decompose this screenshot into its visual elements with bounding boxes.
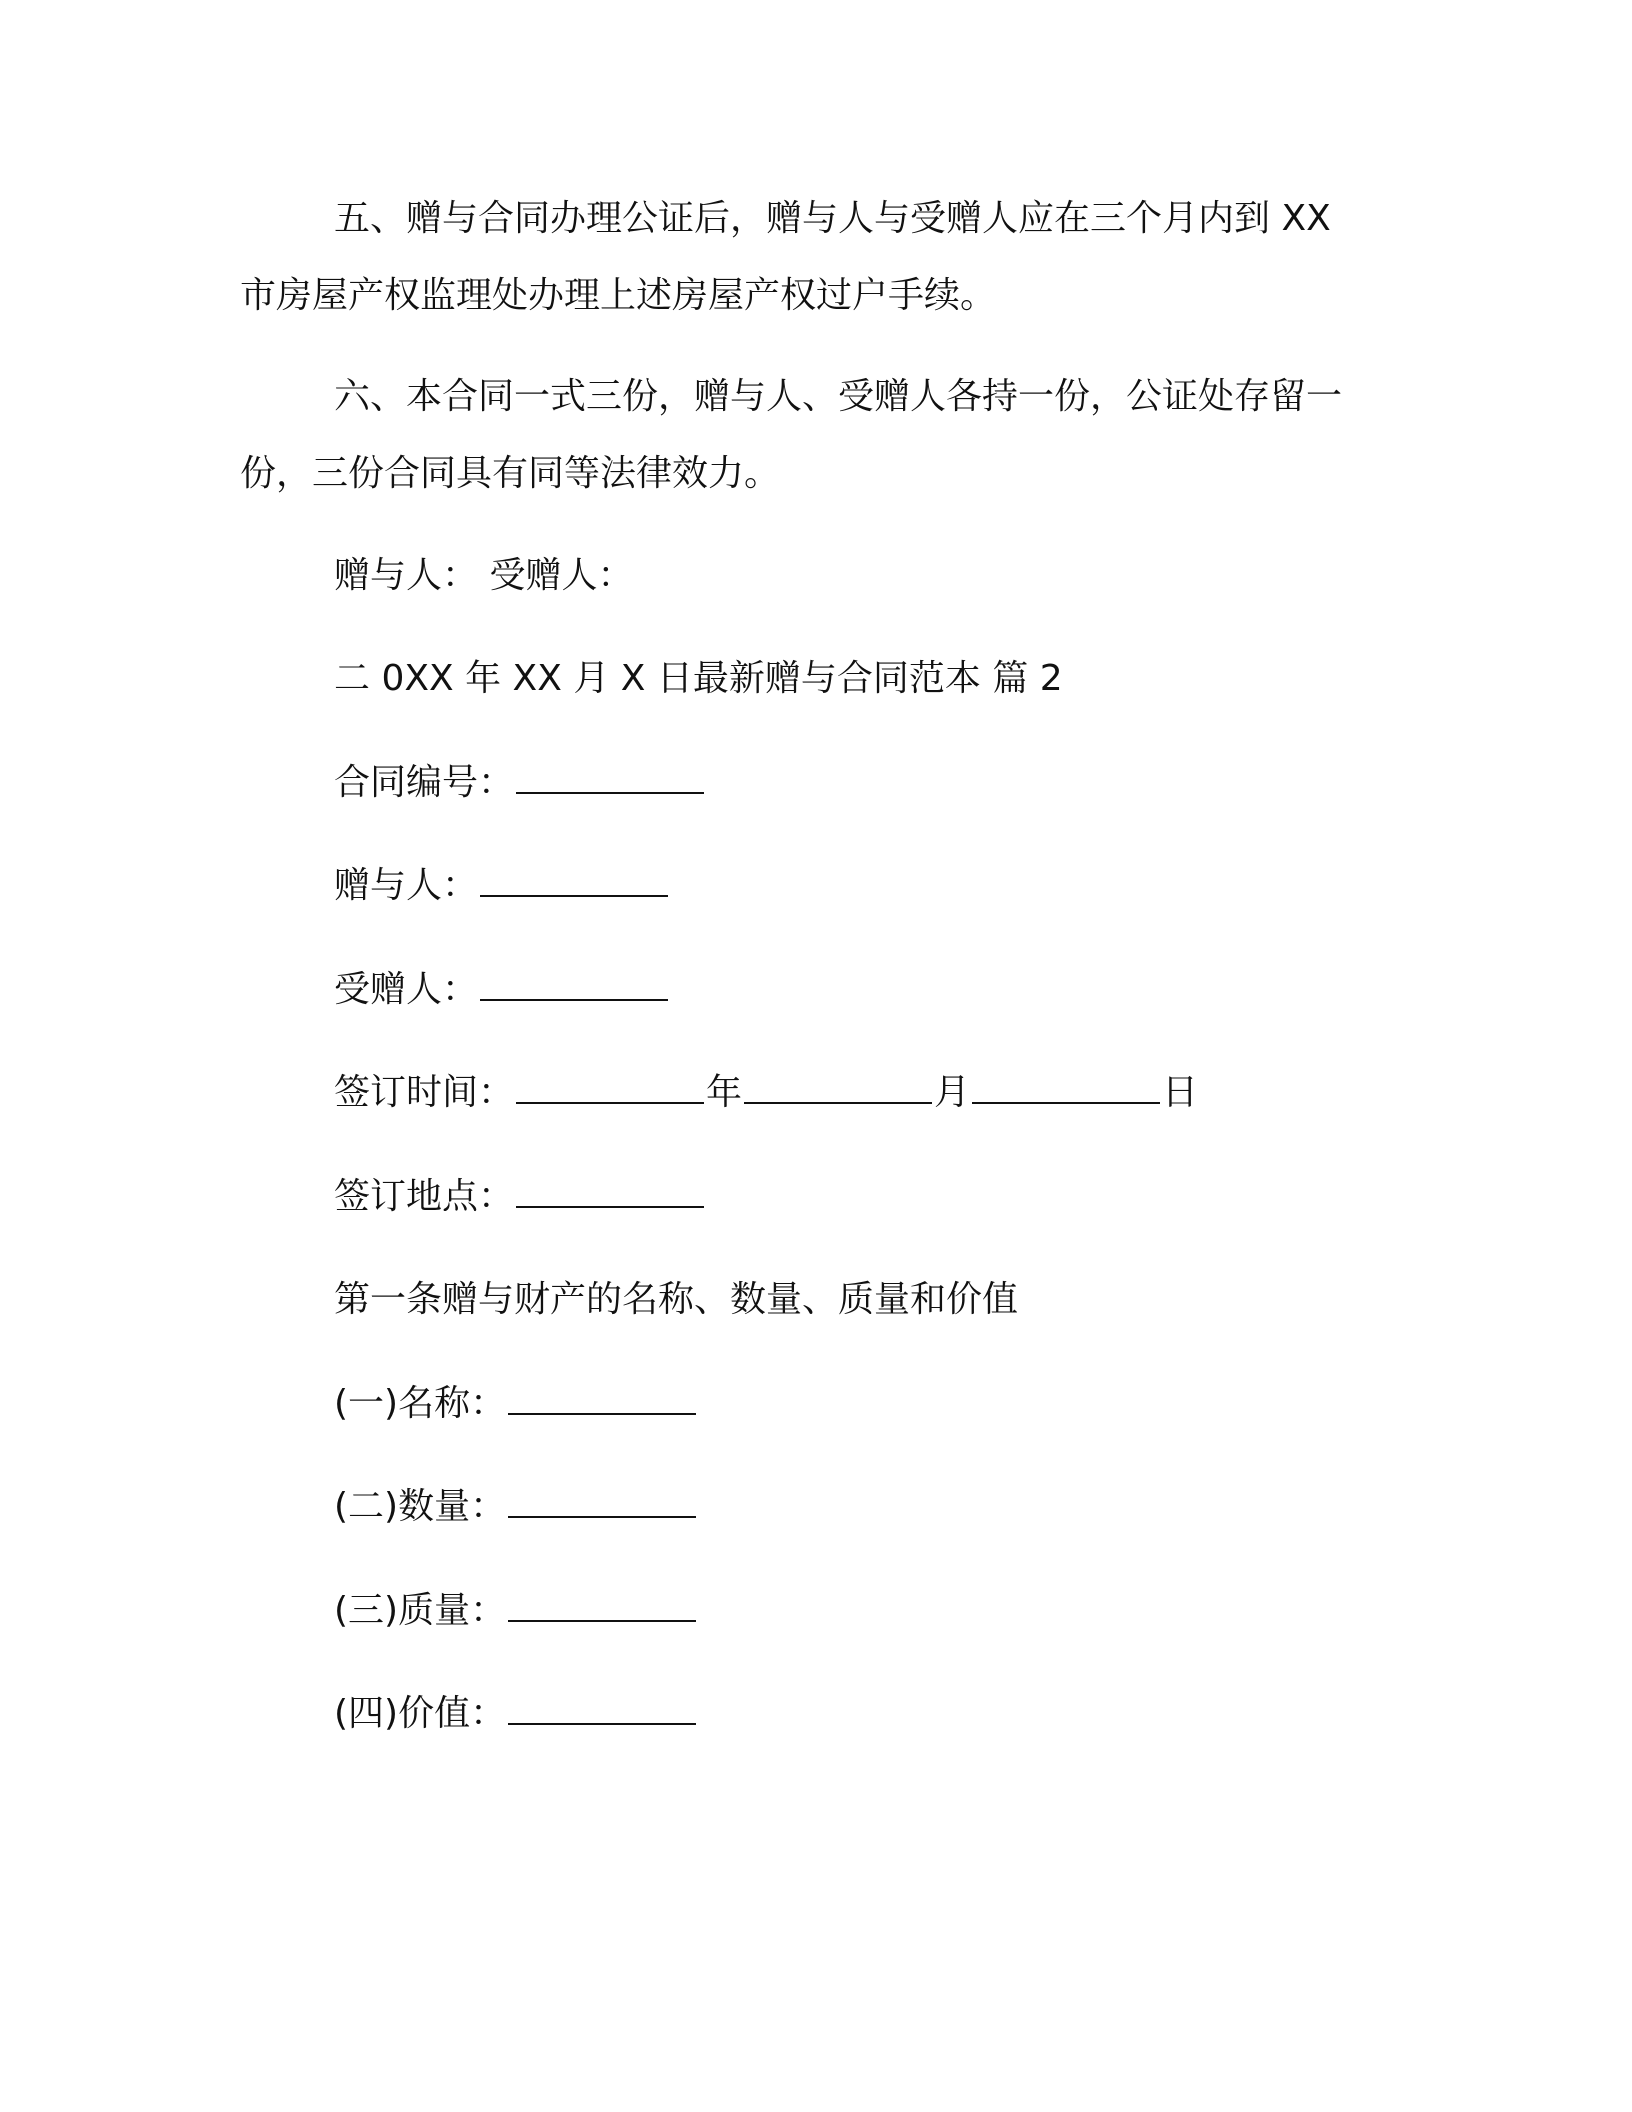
contract-number-label: 合同编号：: [334, 762, 515, 803]
sign-time-row: [334, 1071, 1198, 1115]
item-name-row: [334, 1382, 698, 1426]
item-quality-row: [334, 1589, 698, 1633]
item-name-label: (一)名称：: [334, 1383, 507, 1424]
paragraph-5-line-1: 五、赠与合同办理公证后，赠与人与受赠人应在三个月内到 XX: [334, 198, 1331, 239]
donee-row: [334, 968, 670, 1012]
item-quantity-label: (二)数量：: [334, 1486, 507, 1527]
item-value-row: [334, 1692, 698, 1736]
signature-line: 赠与人： 受赠人：: [334, 555, 634, 596]
day-blank: [972, 1072, 1160, 1104]
item-name-blank: [508, 1383, 696, 1415]
item-quality-label: (三)质量：: [334, 1590, 507, 1631]
contract-number-row: [334, 761, 706, 805]
donor-row: [334, 864, 670, 908]
paragraph-6-line-2: 份，三份合同具有同等法律效力。: [240, 453, 781, 494]
item-quantity-blank: [508, 1486, 696, 1518]
contract-number-blank: [516, 762, 704, 794]
donor-label: 赠与人：: [334, 865, 479, 906]
item-quality-blank: [508, 1590, 696, 1622]
sign-place-blank: [516, 1176, 704, 1208]
item-value-blank: [508, 1693, 696, 1725]
sign-place-label: 签订地点：: [334, 1176, 515, 1217]
sign-time-label: 签订时间：: [334, 1072, 515, 1113]
item-quantity-row: [334, 1485, 698, 1529]
article-1-heading: 第一条赠与财产的名称、数量、质量和价值: [334, 1279, 1019, 1320]
month-label: 月: [934, 1072, 971, 1113]
paragraph-6-line-1: 六、本合同一式三份，赠与人、受赠人各持一份，公证处存留一: [334, 376, 1343, 417]
donee-blank: [480, 969, 668, 1001]
year-label: 年: [706, 1072, 743, 1113]
sign-place-row: [334, 1175, 706, 1219]
day-label: 日: [1162, 1072, 1199, 1113]
section-heading: 二 0XX 年 XX 月 X 日最新赠与合同范本 篇 2: [334, 658, 1063, 699]
item-value-label: (四)价值：: [334, 1693, 507, 1734]
donee-label: 受赠人：: [334, 969, 479, 1010]
paragraph-5-line-2: 市房屋产权监理处办理上述房屋产权过户手续。: [240, 275, 997, 316]
month-blank: [744, 1072, 932, 1104]
donor-blank: [480, 865, 668, 897]
year-blank: [516, 1072, 704, 1104]
